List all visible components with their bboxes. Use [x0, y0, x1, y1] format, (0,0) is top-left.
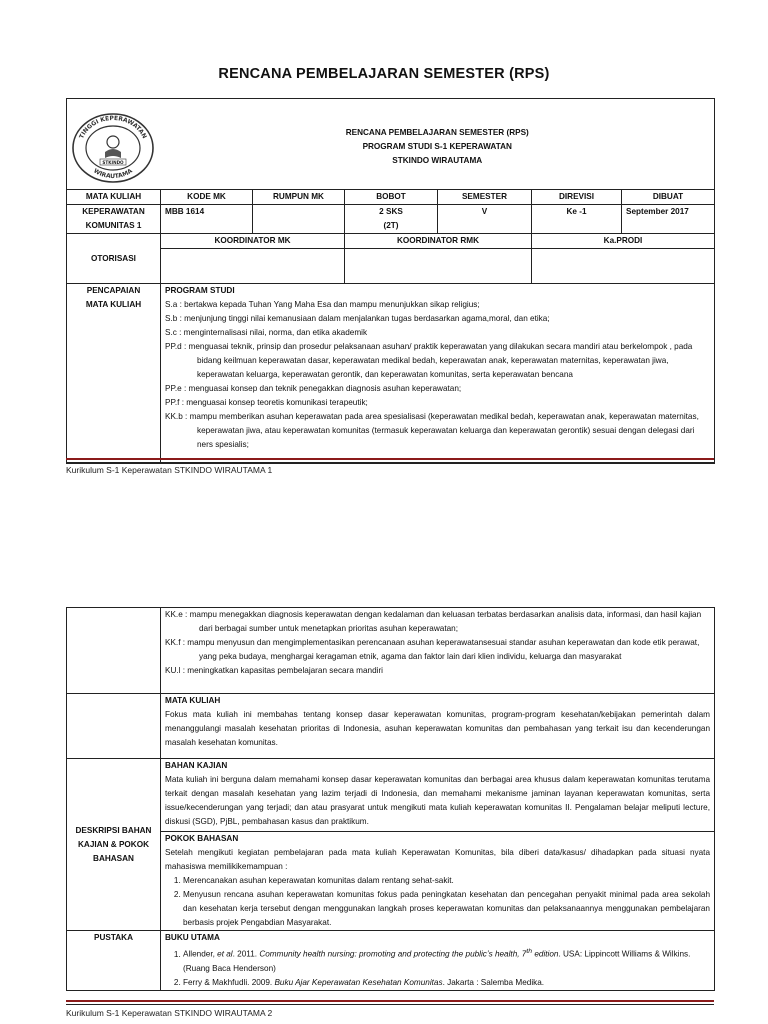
deskripsi-label-line2: KAJIAN & POKOK [78, 839, 149, 849]
ref1-etal: et al [217, 949, 233, 959]
course-bobot-line2: (2T) [383, 221, 399, 230]
course-bobot-cell [345, 205, 438, 234]
deskripsi-label-line1: DESKRIPSI BAHAN [75, 825, 152, 835]
logo-bottom-text: WIRAUTAMA [92, 167, 134, 181]
deskripsi-label [67, 759, 161, 931]
logo-top-text: TINGGI KEPERAWATAN [78, 114, 148, 140]
otorisasi-label: OTORISASI [67, 234, 161, 284]
col-rumpun-mk: RUMPUN MK [253, 190, 345, 205]
reference-item-2 [183, 976, 710, 990]
col-dibuat: DIBUAT [622, 190, 715, 205]
bahan-kajian-text: Mata kuliah ini berguna dalam memahami konsep dasar keperawatan komunitas dan berbagai area khusus dalam keperawatan komunitas terutama terkait dengan masalah kesehatan yang lazim terjadi di Indonesia, dan memahami mekanisme jaminan layanan keperawatan komunitas, serta issue/kecenderungan yang terjadi; dan atau prasyarat untuk mengikuti mata kuliah keperawatan komunitas II. Pengalaman belajar meliputi lecture, diskusi (SGD), PjBL, pembahasan kasus dan praktikum. [165, 775, 710, 826]
rps-header-table [66, 98, 715, 464]
cpl-item: KK.b : mampu memberikan asuhan keperawatan pada area spesialisasi (keperawatan medikal bedah, keperawatan anak, keperawatan maternitas, keperawatan jiwa, atau keperawatan komunitas (termasuk keperawatan keluarga dan keperawatan gerontik) sesuai dengan delegasi dari ners spesialis; [165, 412, 699, 449]
koordinator-mk-label: KOORDINATOR MK [161, 234, 345, 249]
rps-continuation-table [66, 607, 715, 991]
pencapaian-label-line2: MATA KULIAH [85, 300, 142, 309]
footer2-rule-bottom [66, 1004, 714, 1005]
ref1-edition: edition [532, 949, 559, 959]
col-bobot: BOBOT [345, 190, 438, 205]
cpl-item: KK.f : mampu menyusun dan mengimplementasikan perencanaan asuhan keperawatansesuai standar asuhan keperawatan dan kode etik perawat, yang peka budaya, menghargai keragaman etnik, agama dan faktor lain dari klien individu, keluarga dan masyarakat [165, 638, 700, 661]
course-direvisi: Ke -1 [532, 205, 622, 234]
ka-prodi-signature [532, 249, 715, 284]
ref2-publisher: . Jakarta : Salemba Medika. [442, 977, 545, 987]
footer2-rule-top [66, 1000, 714, 1002]
pencapaian-label-line1: PENCAPAIAN [86, 286, 141, 295]
koordinator-rmk-signature [345, 249, 532, 284]
reference-list [165, 945, 710, 990]
stkindo-logo [70, 112, 156, 184]
ref1-authors: Allender, [183, 949, 218, 959]
footer-page1: Kurikulum S-1 Keperawatan STKINDO WIRAUTAMA 1 [66, 465, 273, 475]
ka-prodi-label: Ka.PRODI [532, 234, 715, 249]
mata-kuliah-label-empty [67, 694, 161, 759]
col-mata-kuliah: MATA KULIAH [67, 190, 161, 205]
footer-page2: Kurikulum S-1 Keperawatan STKINDO WIRAUTAMA 2 [66, 1008, 273, 1018]
pencapaian-content [161, 284, 715, 464]
mata-kuliah-section [161, 694, 715, 759]
pokok-bahasan-section [161, 832, 715, 931]
pencapaian-cont-label [67, 608, 161, 694]
bahan-kajian-heading: BAHAN KAJIAN [165, 761, 228, 770]
pustaka-label: PUSTAKA [67, 931, 161, 991]
ref1-sup: th [526, 948, 533, 955]
buku-utama-heading: BUKU UTAMA [165, 933, 220, 942]
cpl-item: KK.e : mampu menegakkan diagnosis keperawatan dengan kedalaman dan keluasan terbatas berdasarkan analisis data, informasi, dan hasil kajian dari berbagai sumber untuk menetapkan prioritas asuhan keperawatan; [165, 610, 702, 633]
col-kode-mk: KODE MK [161, 190, 253, 205]
ref1-publisher: . USA: Lippincott Williams & Wilkins. (Ruang Baca Henderson) [183, 949, 691, 973]
mata-kuliah-heading: MATA KULIAH [165, 696, 221, 705]
ref1-year: . 2011. [232, 949, 260, 959]
cpl-item: PP.e : menguasai konsep dan teknik penegakkan diagnosis asuhan keperawatan; [165, 384, 462, 393]
koordinator-rmk-label: KOORDINATOR RMK [345, 234, 532, 249]
pokok-bahasan-heading: POKOK BAHASAN [165, 834, 239, 843]
cpl-item: PP.f : menguasai konsep teoretis komunikasi terapeutik; [165, 398, 368, 407]
pustaka-section [161, 931, 715, 991]
svg-text:WIRAUTAMA [92, 167, 134, 180]
pokok-bahasan-list [165, 874, 710, 930]
reference-item-1 [183, 945, 710, 976]
footer1-rule-top [66, 458, 714, 460]
cpl-item: S.c : menginternalisasi nilai, norma, dan etika akademik [165, 328, 368, 337]
course-name-line2: KOMUNITAS 1 [85, 221, 142, 230]
course-rumpun [253, 205, 345, 234]
col-semester: SEMESTER [438, 190, 532, 205]
ref1-title: Community health nursing: promoting and protecting the public’s health, 7 [259, 949, 527, 959]
header-title-block [161, 99, 715, 190]
ref2-authors: Ferry & Makhfudli. 2009. [183, 977, 275, 987]
footer1-rule-bottom [66, 462, 714, 463]
program-studi-heading: PROGRAM STUDI [165, 286, 235, 295]
header-line1: RENCANA PEMBELAJARAN SEMESTER (RPS) [345, 128, 529, 137]
page-title: RENCANA PEMBELAJARAN SEMESTER (RPS) [218, 66, 550, 82]
bahan-kajian-section [161, 759, 715, 832]
pencapaian-label [67, 284, 161, 464]
mata-kuliah-text: Fokus mata kuliah ini membahas tentang konsep dasar keperawatan komunitas, program-program kesehatan/kebijakan pemerintah dalam menanggulangi masalah kesehatan prioritas di Indonesia, asuhan keperawatan komunitas dan pembahasan yang terkait isu dan kecenderungan masalah kesehatan komunitas. [165, 710, 710, 747]
cpl-item: KU.l : meningkatkan kapasitas pembelajaran secara mandiri [165, 666, 383, 675]
cpl-item: S.b : menjunjung tinggi nilai kemanusiaan dalam menjalankan tugas berdasarkan agama,moral, dan etika; [165, 314, 550, 323]
cpl-item: PP.d : menguasai teknik, prinsip dan prosedur pelaksanaan asuhan/ praktik keperawatan yang dilakukan secara mandiri atau berkelompok , pada bidang keilmuan keperawatan dasar, keperawatan medikal bedah, keperawatan anak, keperawatan maternitas, keperawatan jiwa, keperawatan keluarga, keperawatan gerontik, dan keperawatan komunitas, serta keperawatan bencana [165, 342, 693, 379]
course-name-cell [67, 205, 161, 234]
pencapaian-cont-content [161, 608, 715, 694]
pokok-bahasan-item: 1. Merencanakan asuhan keperawatan komunitas dalam rentang sehat-sakit. [183, 874, 710, 888]
pokok-bahasan-item: 2. Menyusun rencana asuhan keperawatan komunitas fokus pada peningkatan kesehatan dan pencegahan penyakit minimal pada area sekolah dan kesehatan kerja tersebut dengan menggunakan langkah proses keperawatan komunitas dan pelaksanaannya menggunakan pembelajaran berbasis projek Pengabdian Masyarakat. [183, 888, 710, 930]
header-line2: PROGRAM STUDI S-1 KEPERAWATAN [362, 142, 512, 151]
col-direvisi: DIREVISI [532, 190, 622, 205]
cpl-item: S.a : bertakwa kepada Tuhan Yang Maha Esa dan mampu menunjukkan sikap religius; [165, 300, 480, 309]
ref2-title: Buku Ajar Keperawatan Kesehatan Komunitas [274, 977, 443, 987]
course-semester: V [438, 205, 532, 234]
header-line3: STKINDO WIRAUTAMA [392, 156, 483, 165]
course-bobot-line1: 2 SKS [379, 207, 403, 216]
deskripsi-label-line3: BAHASAN [93, 853, 134, 863]
course-name-line1: KEPERAWATAN [82, 207, 145, 216]
course-kode: MBB 1614 [161, 205, 253, 234]
koordinator-mk-signature [161, 249, 345, 284]
pokok-bahasan-intro: Setelah mengikuti kegiatan pembelajaran pada mata kuliah Keperawatan Komunitas, bila diberi data/kasus/ dihadapkan pada situasi nyata mahasiswa memilikikemampuan : [165, 848, 710, 871]
logo-badge: STKINDO [102, 160, 124, 165]
course-dibuat: September 2017 [622, 205, 715, 234]
